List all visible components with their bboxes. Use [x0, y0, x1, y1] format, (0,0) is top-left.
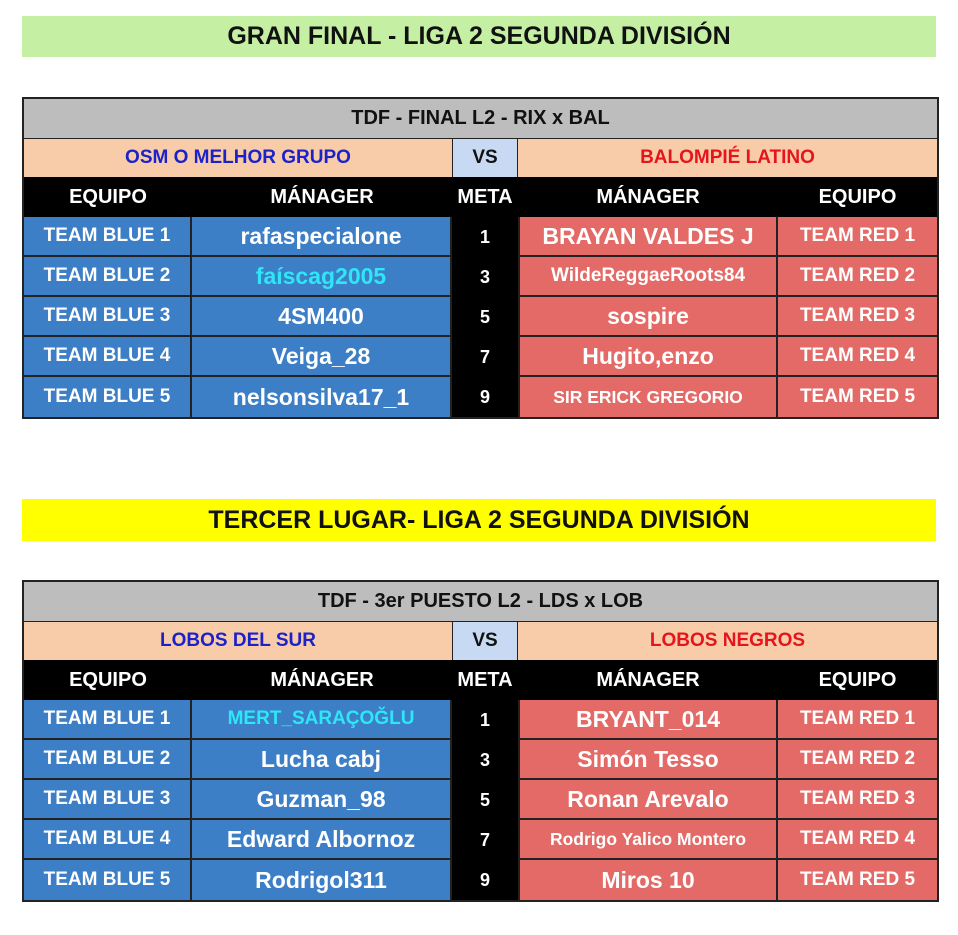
table-row: [24, 700, 937, 740]
third-banner: TERCER LUGAR- LIGA 2 SEGUNDA DIVISIÓN: [22, 499, 936, 541]
third-header-row: [24, 660, 937, 700]
red-manager-cell: WildeReggaeRoots84: [518, 257, 778, 297]
table-row: [24, 377, 937, 417]
table-row: [24, 820, 937, 860]
red-manager-cell: BRAYAN VALDES J: [518, 217, 778, 257]
blue-team-cell: TEAM BLUE 1: [24, 217, 192, 257]
blue-manager-cell: Veiga_28: [192, 337, 452, 377]
red-manager-cell: Simón Tesso: [518, 740, 778, 780]
red-team-cell: TEAM RED 5: [778, 377, 937, 417]
final-header-row: [24, 177, 937, 217]
table-row: [24, 257, 937, 297]
red-manager-cell: BRYANT_014: [518, 700, 778, 740]
third-team-right: LOBOS NEGROS: [518, 622, 937, 660]
header-meta: META: [452, 177, 518, 217]
red-manager-cell: Hugito,enzo: [518, 337, 778, 377]
blue-team-cell: TEAM BLUE 2: [24, 740, 192, 780]
header-meta: META: [452, 660, 518, 700]
blue-team-cell: TEAM BLUE 2: [24, 257, 192, 297]
header-equipo-right: EQUIPO: [778, 660, 937, 700]
blue-team-cell: TEAM BLUE 4: [24, 820, 192, 860]
final-banner: GRAN FINAL - LIGA 2 SEGUNDA DIVISIÓN: [22, 16, 936, 57]
table-row: [24, 780, 937, 820]
meta-cell: 5: [452, 780, 518, 820]
red-team-cell: TEAM RED 1: [778, 700, 937, 740]
red-team-cell: TEAM RED 4: [778, 337, 937, 377]
blue-team-cell: TEAM BLUE 3: [24, 297, 192, 337]
red-team-cell: TEAM RED 2: [778, 257, 937, 297]
final-team-right: BALOMPIÉ LATINO: [518, 139, 937, 177]
red-manager-cell: Ronan Arevalo: [518, 780, 778, 820]
meta-cell: 7: [452, 337, 518, 377]
meta-cell: 3: [452, 257, 518, 297]
red-manager-cell: SIR ERICK GREGORIO: [518, 377, 778, 417]
header-manager-left: MÁNAGER: [192, 177, 452, 217]
table-row: [24, 860, 937, 900]
third-vs-label: VS: [452, 622, 518, 660]
header-manager-right: MÁNAGER: [518, 177, 778, 217]
blue-manager-cell: Edward Albornoz: [192, 820, 452, 860]
table-row: [24, 337, 937, 377]
blue-manager-cell: rafaspecialone: [192, 217, 452, 257]
final-table: [22, 97, 939, 419]
blue-manager-cell: Lucha cabj: [192, 740, 452, 780]
third-table-title: TDF - 3er PUESTO L2 - LDS x LOB: [24, 582, 937, 622]
red-team-cell: TEAM RED 3: [778, 297, 937, 337]
table-row: [24, 217, 937, 257]
meta-cell: 9: [452, 377, 518, 417]
final-team-left: OSM O MELHOR GRUPO: [24, 139, 452, 177]
final-vs-label: VS: [452, 139, 518, 177]
header-equipo-left: EQUIPO: [24, 177, 192, 217]
red-team-cell: TEAM RED 2: [778, 740, 937, 780]
blue-team-cell: TEAM BLUE 5: [24, 860, 192, 900]
table-row: [24, 740, 937, 780]
blue-manager-cell: nelsonsilva17_1: [192, 377, 452, 417]
blue-manager-cell: faíscag2005: [192, 257, 452, 297]
meta-cell: 1: [452, 217, 518, 257]
meta-cell: 1: [452, 700, 518, 740]
table-row: [24, 297, 937, 337]
red-manager-cell: Miros 10: [518, 860, 778, 900]
red-manager-cell: Rodrigo Yalico Montero: [518, 820, 778, 860]
meta-cell: 3: [452, 740, 518, 780]
final-table-title: TDF - FINAL L2 - RIX x BAL: [24, 99, 937, 139]
third-teams-row: [24, 622, 937, 660]
blue-manager-cell: 4SM400: [192, 297, 452, 337]
header-equipo-left: EQUIPO: [24, 660, 192, 700]
meta-cell: 7: [452, 820, 518, 860]
final-teams-row: [24, 139, 937, 177]
blue-manager-cell: Guzman_98: [192, 780, 452, 820]
red-team-cell: TEAM RED 3: [778, 780, 937, 820]
third-team-left: LOBOS DEL SUR: [24, 622, 452, 660]
red-manager-cell: sospire: [518, 297, 778, 337]
header-manager-left: MÁNAGER: [192, 660, 452, 700]
meta-cell: 9: [452, 860, 518, 900]
header-equipo-right: EQUIPO: [778, 177, 937, 217]
blue-manager-cell: MERT_SARAÇOĞLU: [192, 700, 452, 740]
blue-manager-cell: Rodrigol311: [192, 860, 452, 900]
red-team-cell: TEAM RED 4: [778, 820, 937, 860]
blue-team-cell: TEAM BLUE 5: [24, 377, 192, 417]
header-manager-right: MÁNAGER: [518, 660, 778, 700]
red-team-cell: TEAM RED 1: [778, 217, 937, 257]
red-team-cell: TEAM RED 5: [778, 860, 937, 900]
blue-team-cell: TEAM BLUE 3: [24, 780, 192, 820]
meta-cell: 5: [452, 297, 518, 337]
blue-team-cell: TEAM BLUE 1: [24, 700, 192, 740]
third-table: [22, 580, 939, 902]
blue-team-cell: TEAM BLUE 4: [24, 337, 192, 377]
